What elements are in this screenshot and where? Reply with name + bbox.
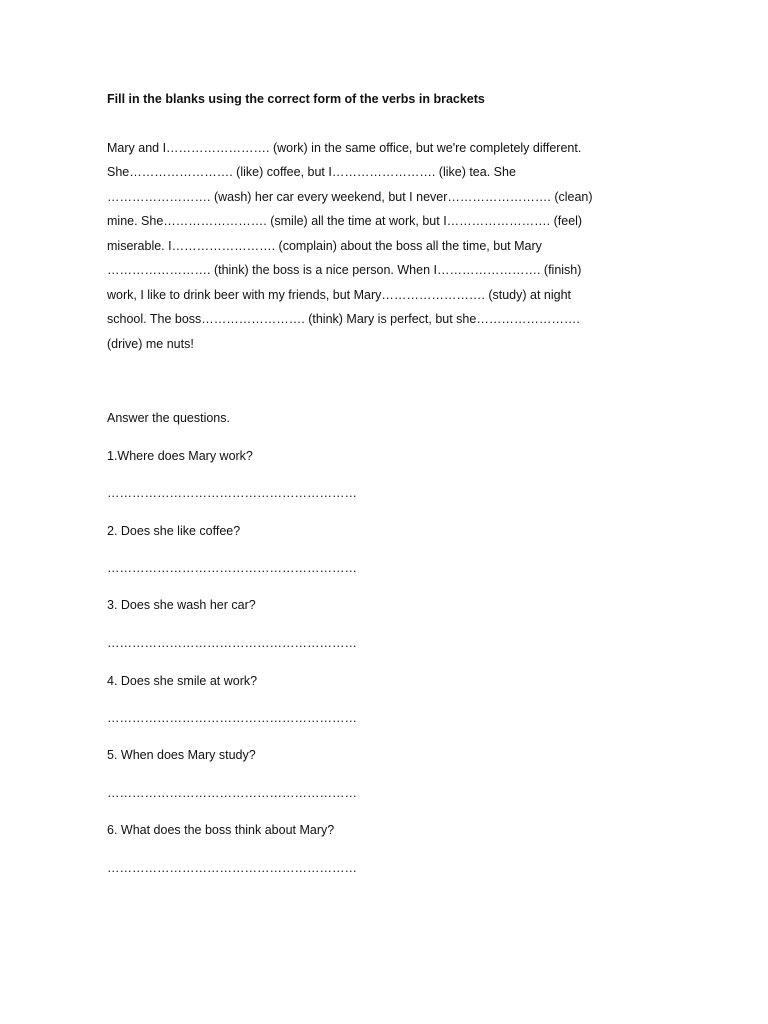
paragraph-line: miserable. I……………………. (complain) about the boss all the time, but Mary bbox=[107, 239, 542, 253]
answer-blank[interactable]: …………………………………………………… bbox=[107, 561, 357, 575]
question-text: 4. Does she smile at work? bbox=[107, 674, 258, 688]
question-text: 6. What does the boss think about Mary? bbox=[107, 823, 335, 837]
worksheet-heading: Fill in the blanks using the correct form of the verbs in brackets bbox=[107, 92, 485, 106]
paragraph-line: ……………………. (wash) her car every weekend, but I never……………………. (clean) bbox=[107, 190, 593, 204]
paragraph-line: She……………………. (like) coffee, but I……………………. (like) tea. She bbox=[107, 165, 516, 179]
paragraph-line: Mary and I……………………. (work) in the same office, but we're completely different. bbox=[107, 141, 582, 155]
paragraph-line: ……………………. (think) the boss is a nice person. When I……………………. (finish) bbox=[107, 263, 582, 277]
answer-heading: Answer the questions. bbox=[107, 411, 230, 425]
answer-blank[interactable]: …………………………………………………… bbox=[107, 786, 357, 800]
paragraph-line: work, I like to drink beer with my friends, but Mary……………………. (study) at night bbox=[107, 288, 572, 302]
answer-blank[interactable]: …………………………………………………… bbox=[107, 486, 357, 500]
paragraph-line: (drive) me nuts! bbox=[107, 337, 194, 351]
question-text: 2. Does she like coffee? bbox=[107, 524, 241, 538]
question-text: 1.Where does Mary work? bbox=[107, 449, 253, 463]
question-text: 5. When does Mary study? bbox=[107, 748, 256, 762]
question-text: 3. Does she wash her car? bbox=[107, 598, 256, 612]
answer-blank[interactable]: …………………………………………………… bbox=[107, 636, 357, 650]
paragraph-line: school. The boss……………………. (think) Mary is perfect, but she……………………. bbox=[107, 312, 580, 326]
paragraph-line: mine. She……………………. (smile) all the time at work, but I……………………. (feel) bbox=[107, 214, 583, 228]
answer-blank[interactable]: …………………………………………………… bbox=[107, 861, 357, 875]
answer-blank[interactable]: …………………………………………………… bbox=[107, 711, 357, 725]
